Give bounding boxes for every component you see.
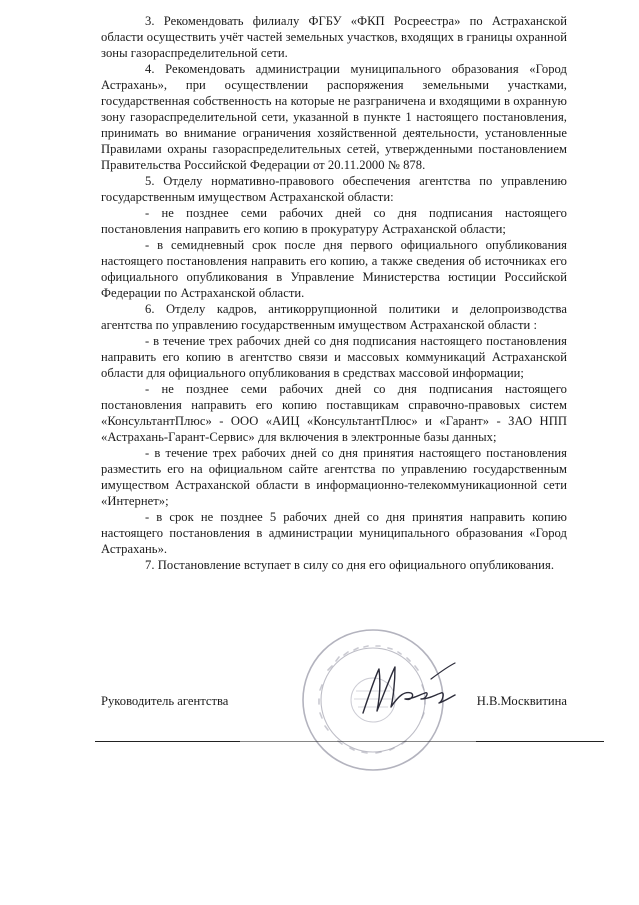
- footer-rule: [240, 741, 476, 742]
- paragraph-5: 5. Отделу нормативно-правового обеспечения агентства по управлению государственным имуществом Астраханской области:: [101, 174, 567, 204]
- signatory-name: Н.В.Москвитина: [476, 694, 567, 708]
- signature-title: Руководитель агентства: [101, 694, 229, 708]
- paragraph-5-item-2: - в семидневный срок после дня первого официального опубликования настоящего постановления направить его копию, а также сведения об источниках его официального опубликования в Управление Министерства юстиции Российской Федерации по Астраханской области.: [101, 238, 567, 300]
- paragraph-3: 3. Рекомендовать филиалу ФГБУ «ФКП Росреестра» по Астраханской области осуществить учёт частей земельных участков, входящих в границы охранной зоны газораспределительной сети.: [101, 14, 567, 60]
- paragraph-6: 6. Отделу кадров, антикоррупционной политики и делопроизводства агентства по управлению государственным имуществом Астраханской области :: [101, 302, 567, 332]
- signature-block: [101, 693, 567, 713]
- paragraph-4: 4. Рекомендовать администрации муниципального образования «Город Астрахань», при осуществлении распоряжения земельными участками, государственная собственность на которые не разграничена и входящими в охранную зону газораспределительной сети, указанной в пункте 1 настоящего постановления, принимать во внимание ограничения хозяйственной деятельности, установленные Правилами охраны газораспределительных сетей, утвержденными постановлением Правительства Российской Федерации от 20.11.2000 № 878.: [101, 62, 567, 172]
- paragraph-6-item-2: - не позднее семи рабочих дней со дня подписания настоящего постановления направить его копию поставщикам справочно-правовых систем «КонсультантПлюс» - ООО «АИЦ «КонсультантПлюс» и «Гарант» - ЗАО НПП «Астрахань-Гарант-Сервис» для включения в электронные базы данных;: [101, 382, 567, 444]
- footer-rule: [476, 741, 604, 742]
- paragraph-7: 7. Постановление вступает в силу со дня его официального опубликования.: [145, 558, 555, 572]
- footer-rule: [95, 741, 240, 742]
- paragraph-6-item-3: - в течение трех рабочих дней со дня принятия настоящего постановления разместить его на официальном сайте агентства по управлению государственным имуществом Астраханской области в информационно-телекоммуникационной сети «Интернет»;: [101, 446, 567, 508]
- paragraph-6-item-4: - в срок не позднее 5 рабочих дней со дня принятия направить копию настоящего постановления в администрации муниципального образования «Город Астрахань».: [101, 510, 567, 556]
- paragraph-6-item-1: - в течение трех рабочих дней со дня подписания настоящего постановления направить его копию в агентство связи и массовых коммуникаций Астраханской области для официального опубликования в средствах массовой информации;: [101, 334, 567, 380]
- document-body: [101, 13, 567, 573]
- paragraph-5-item-1: - не позднее семи рабочих дней со дня подписания настоящего постановления направить его копию в прокуратуру Астраханской области;: [101, 206, 567, 236]
